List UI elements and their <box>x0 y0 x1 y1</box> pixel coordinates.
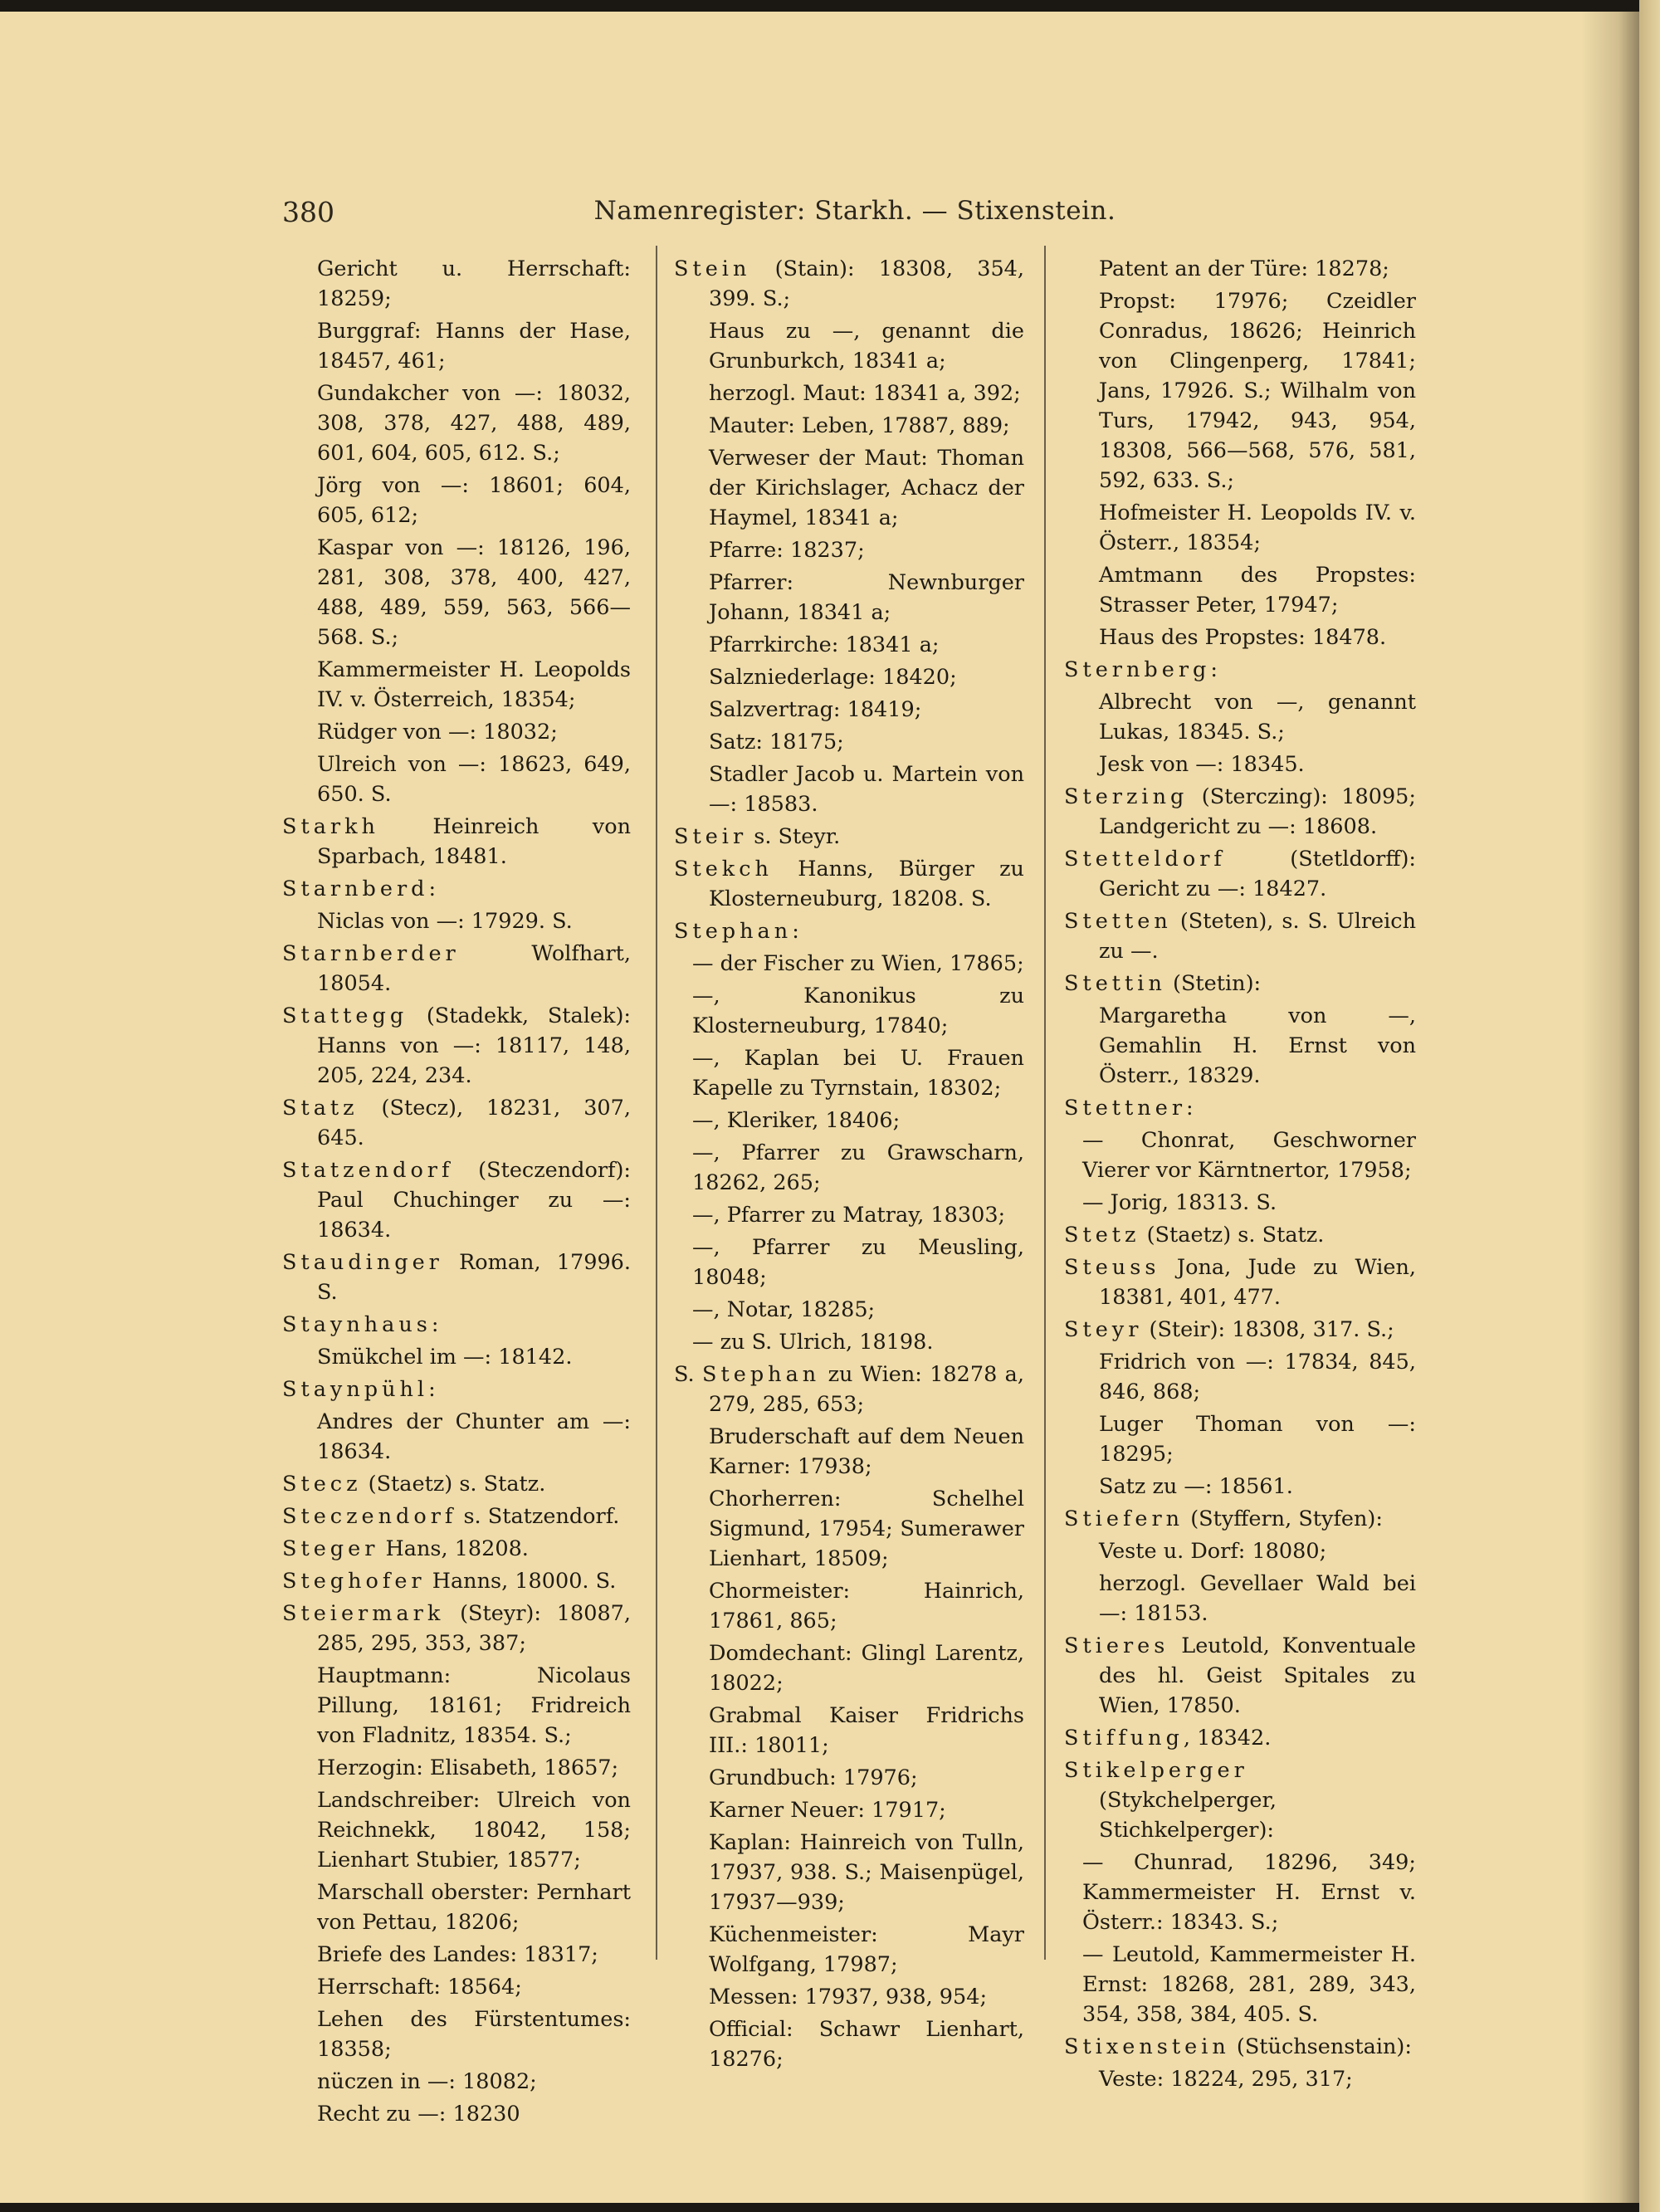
entry-text: (Stadekk, Stalek): Hanns von —: 18117, 148, 205, 224, 234. <box>317 1003 631 1088</box>
index-subentry: Kaspar von —: 18126, 196, 281, 308, 378, 400, 427, 488, 489, 559, 563, 566—568. S.; <box>317 535 631 650</box>
index-subentry: nüczen in —: 18082; <box>317 2069 537 2094</box>
entry-text: (Stykchelperger, Stichkelperger): <box>1099 1788 1277 1843</box>
index-subentry: Veste u. Dorf: 18080; <box>1099 1539 1327 1564</box>
entry-headword: Stiffung <box>1064 1726 1184 1751</box>
index-subentry: Herrschaft: 18564; <box>317 1975 522 2000</box>
index-entry <box>1064 1504 1416 1534</box>
index-column-2 <box>674 254 1024 2077</box>
index-entry <box>674 1360 1024 1419</box>
entry-text: : <box>1210 657 1218 682</box>
entry-headword: Stettner <box>1064 1096 1187 1121</box>
index-subentry: Jesk von —: 18345. <box>1099 752 1305 777</box>
entry-text: Roman, 17996. S. <box>317 1250 631 1305</box>
index-subentry: Gundakcher von —: 18032, 308, 378, 427, 488, 489, 601, 604, 605, 612. S.; <box>317 381 631 466</box>
entry-headword: Sterzing <box>1064 784 1189 809</box>
index-subentry: Rüdger von —: 18032; <box>317 720 558 745</box>
entry-headword: Stattegg <box>282 1003 408 1028</box>
entry-headword: Stetz <box>1064 1223 1140 1248</box>
entry-headword: Steiermark <box>282 1601 445 1626</box>
index-subentry: Hofmeister H. Leopolds IV. v. Österr., 18354; <box>1099 501 1416 555</box>
index-subentry: Gericht u. Herrschaft: 18259; <box>317 256 631 311</box>
index-subentry: herzogl. Gevellaer Wald bei —: 18153. <box>1099 1571 1416 1626</box>
entry-text: zu Wien: 18278 a, 279, 285, 653; <box>709 1362 1024 1417</box>
index-subentry: Mauter: Leben, 17887, 889; <box>709 413 1010 438</box>
entry-headword: Stettin <box>1064 971 1166 996</box>
index-subentry: Burggraf: Hanns der Hase, 18457, 461; <box>317 319 631 374</box>
index-subentry: — der Fischer zu Wien, 17865; <box>692 951 1024 976</box>
entry-headword: Stikelperger <box>1064 1758 1248 1783</box>
entry-text: Hanns, Bürger zu Klosterneuburg, 18208. S. <box>709 857 1024 911</box>
book-page <box>0 12 1643 2203</box>
entry-text: (Staetz) s. Statz. <box>361 1472 546 1497</box>
index-subentry: — zu S. Ulrich, 18198. <box>692 1330 934 1355</box>
index-entry <box>1064 2032 1416 2062</box>
entry-text: : <box>428 876 437 901</box>
entry-text: Hanns, 18000. S. <box>425 1569 617 1594</box>
entry-headword: Starnberd <box>282 876 429 901</box>
entry-text: : <box>428 1377 436 1402</box>
index-entry <box>282 1155 631 1245</box>
index-subentry: Amtmann des Propstes: Strasser Peter, 17947; <box>1099 563 1416 618</box>
index-subentry: Albrecht von —, genannt Lukas, 18345. S.; <box>1099 690 1416 745</box>
entry-text: (Stetldorff): Gericht zu —: 18427. <box>1099 847 1416 901</box>
index-entry <box>1064 1723 1416 1753</box>
entry-text: (Steir): 18308, 317. S.; <box>1142 1317 1394 1342</box>
index-subentry: Pfarrer: Newnburger Johann, 18341 a; <box>709 570 1024 625</box>
index-subentry: Fridrich von —: 17834, 845, 846, 868; <box>1099 1350 1416 1404</box>
index-entry <box>1064 1220 1416 1250</box>
entry-text: s. Steyr. <box>747 824 841 849</box>
index-subentry: Haus zu —, genannt die Grunburkch, 18341 a; <box>709 319 1024 374</box>
index-entry <box>282 1502 631 1531</box>
index-subentry: Stadler Jacob u. Martein von —: 18583. <box>709 762 1024 817</box>
index-entry <box>1064 906 1416 966</box>
next-page-strip <box>1639 0 1660 2212</box>
entry-headword: Stixenstein <box>1064 2034 1230 2059</box>
entry-headword: Sternberg <box>1064 657 1211 682</box>
page-header <box>282 196 1428 237</box>
index-subentry: Bruderschaft auf dem Neuen Karner: 17938; <box>709 1424 1024 1479</box>
index-subentry: Messen: 17937, 938, 954; <box>709 1985 988 2009</box>
index-entry <box>282 1310 631 1340</box>
index-subentry: Hauptmann: Nicolaus Pillung, 18161; Fridreich von Fladnitz, 18354. S.; <box>317 1663 631 1748</box>
index-subentry: Domdechant: Glingl Larentz, 18022; <box>709 1641 1024 1696</box>
entry-headword: Steir <box>674 824 748 849</box>
entry-headword: Stiefern <box>1064 1506 1184 1531</box>
index-subentry: Grabmal Kaiser Fridrichs III.: 18011; <box>709 1703 1024 1758</box>
index-entry <box>1064 1315 1416 1345</box>
entry-headword: Stein <box>674 256 751 281</box>
index-entry <box>1064 782 1416 842</box>
entry-text: (Steczendorf): Paul Chuchinger zu —: 18634. <box>317 1158 631 1243</box>
index-entry <box>1064 844 1416 904</box>
index-subentry: Luger Thoman von —: 18295; <box>1099 1412 1416 1467</box>
index-subentry: Niclas von —: 17929. S. <box>317 909 573 934</box>
index-subentry: Kaplan: Hainreich von Tulln, 17937, 938. S.; Maisenpügel, 17937—939; <box>709 1830 1024 1915</box>
index-entry <box>1064 1755 1416 1845</box>
entry-headword: Staynpühl <box>282 1377 429 1402</box>
index-subentry: Salzniederlage: 18420; <box>709 665 957 690</box>
entry-text: Jona, Jude zu Wien, 18381, 401, 477. <box>1099 1255 1416 1310</box>
entry-text: Heinreich von Sparbach, 18481. <box>317 814 631 869</box>
entry-prefix: S. <box>674 1362 703 1387</box>
entry-headword: Stetten <box>1064 909 1172 934</box>
index-subentry: Pfarre: 18237; <box>709 538 865 563</box>
index-subentry: — Chunrad, 18296, 349; Kammermeister H. Ernst v. Österr.: 18343. S.; <box>1082 1850 1416 1935</box>
index-entry <box>282 874 631 904</box>
index-subentry: Kammermeister H. Leopolds IV. v. Österreich, 18354; <box>317 657 631 712</box>
entry-headword: Starnberder <box>282 941 460 966</box>
entry-text: : <box>792 919 799 944</box>
index-subentry: Jörg von —: 18601; 604, 605, 612; <box>317 473 631 528</box>
entry-text: (Styffern, Styfen): <box>1184 1506 1383 1531</box>
index-entry <box>674 916 1024 946</box>
entry-text: (Stecz), 18231, 307, 645. <box>317 1096 631 1150</box>
entry-headword: Staynhaus <box>282 1312 432 1337</box>
entry-text: (Staetz) s. Statz. <box>1140 1223 1325 1248</box>
entry-headword: Steuss <box>1064 1255 1160 1280</box>
entry-text: (Steten), s. S. Ulreich zu —. <box>1099 909 1416 964</box>
entry-text: : <box>431 1312 439 1337</box>
index-subentry: Herzogin: Elisabeth, 18657; <box>317 1755 619 1780</box>
index-entry <box>1064 969 1416 999</box>
entry-text: (Stetin): <box>1165 971 1262 996</box>
index-subentry: Salzvertrag: 18419; <box>709 697 922 722</box>
index-entry <box>282 812 631 872</box>
index-subentry: Küchenmeister: Mayr Wolfgang, 17987; <box>709 1922 1024 1977</box>
index-subentry: Patent an der Türe: 18278; <box>1099 256 1389 281</box>
index-entry <box>282 1599 631 1658</box>
entry-headword: Stephan <box>702 1362 821 1387</box>
entry-headword: Steyr <box>1064 1317 1143 1342</box>
column-rule-1 <box>656 246 657 1960</box>
index-subentry: —, Notar, 18285; <box>692 1297 876 1322</box>
index-subentry: —, Kleriker, 18406; <box>692 1108 901 1133</box>
index-subentry: herzogl. Maut: 18341 a, 392; <box>709 381 1021 406</box>
index-subentry: Grundbuch: 17976; <box>709 1765 918 1790</box>
index-subentry: —, Kanonikus zu Klosterneuburg, 17840; <box>692 984 1024 1038</box>
index-subentry: — Leutold, Kammermeister H. Ernst: 18268, 281, 289, 343, 354, 358, 384, 405. S. <box>1082 1942 1416 2027</box>
entry-headword: Stecz <box>282 1472 362 1497</box>
entry-text: s. Statzendorf. <box>456 1504 620 1529</box>
index-subentry: —, Pfarrer zu Grawscharn, 18262, 265; <box>692 1140 1024 1195</box>
entry-text: Hans, 18208. <box>378 1536 529 1561</box>
entry-text: (Sterczing): 18095; Landgericht zu —: 18608. <box>1099 784 1416 839</box>
entry-headword: Statz <box>282 1096 359 1121</box>
entry-headword: Steghofer <box>282 1569 426 1594</box>
index-entry <box>282 1001 631 1091</box>
index-subentry: Verweser der Maut: Thoman der Kirichslager, Achacz der Haymel, 18341 a; <box>709 446 1024 530</box>
index-subentry: — Jorig, 18313. S. <box>1082 1190 1277 1215</box>
index-subentry: Official: Schawr Lienhart, 18276; <box>709 2017 1024 2072</box>
entry-headword: Starkh <box>282 814 379 839</box>
entry-headword: Steczendorf <box>282 1504 457 1529</box>
index-subentry: Lehen des Fürstentumes: 18358; <box>317 2007 631 2062</box>
index-entry <box>282 1566 631 1596</box>
entry-headword: Statzendorf <box>282 1158 454 1183</box>
index-subentry: Satz: 18175; <box>709 730 844 754</box>
index-subentry: Pfarrkirche: 18341 a; <box>709 632 940 657</box>
entry-text: Wolfhart, 18054. <box>317 941 631 996</box>
index-entry <box>1064 1093 1416 1123</box>
index-subentry: Karner Neuer: 17917; <box>709 1798 946 1823</box>
entry-headword: Staudinger <box>282 1250 443 1275</box>
index-subentry: —, Pfarrer zu Matray, 18303; <box>692 1203 1006 1228</box>
index-entry <box>674 822 1024 852</box>
index-entry <box>1064 1252 1416 1312</box>
entry-headword: Stieres <box>1064 1633 1169 1658</box>
index-subentry: Chorherren: Schelhel Sigmund, 17954; Sumerawer Lienhart, 18509; <box>709 1487 1024 1571</box>
column-rule-2 <box>1044 246 1046 1960</box>
index-subentry: Veste: 18224, 295, 317; <box>1099 2067 1353 2092</box>
page-edge-shadow <box>1581 12 1643 2203</box>
index-subentry: Propst: 17976; Czeidler Conradus, 18626; Heinrich von Clingenperg, 17841; Jans, 17926. S.; Wilhalm von Turs, 17942, 943, 954, 18308, 566—568, 576, 581, 592, 633. S.; <box>1099 289 1416 493</box>
index-subentry: Landschreiber: Ulreich von Reichnekk, 18042, 158; Lienhart Stubier, 18577; <box>317 1788 631 1873</box>
running-title: Namenregister: Starkh. — Stixenstein. <box>593 196 1116 226</box>
index-entry <box>674 254 1024 314</box>
index-entry <box>282 1469 631 1499</box>
index-column-3 <box>1064 254 1416 2097</box>
entry-headword: Stetteldorf <box>1064 847 1226 872</box>
index-subentry: — Chonrat, Geschworner Vierer vor Kärntnertor, 17958; <box>1082 1128 1416 1183</box>
index-entry <box>1064 1631 1416 1721</box>
index-entry <box>282 1534 631 1564</box>
index-subentry: Recht zu —: 18230 <box>317 2102 520 2127</box>
index-entry <box>282 1375 631 1404</box>
entry-text: (Steyr): 18087, 285, 295, 353, 387; <box>317 1601 631 1656</box>
entry-headword: Steger <box>282 1536 379 1561</box>
index-subentry: Marschall oberster: Pernhart von Pettau, 18206; <box>317 1880 631 1935</box>
entry-text: (Stain): 18308, 354, 399. S.; <box>709 256 1024 311</box>
index-column-1 <box>282 254 631 2131</box>
entry-headword: Stephan <box>674 919 793 944</box>
index-subentry: Haus des Propstes: 18478. <box>1099 625 1387 650</box>
index-subentry: Margaretha von —, Gemahlin H. Ernst von Österr., 18329. <box>1099 1003 1416 1088</box>
entry-text: : <box>1186 1096 1194 1121</box>
index-entry <box>282 1093 631 1153</box>
index-subentry: Briefe des Landes: 18317; <box>317 1942 598 1967</box>
index-subentry: Andres der Chunter am —: 18634. <box>317 1409 631 1464</box>
index-subentry: Chormeister: Hainrich, 17861, 865; <box>709 1579 1024 1633</box>
entry-text: , 18342. <box>1183 1726 1272 1751</box>
index-subentry: Ulreich von —: 18623, 649, 650. S. <box>317 752 631 807</box>
index-subentry: —, Pfarrer zu Meusling, 18048; <box>692 1235 1024 1290</box>
index-entry <box>674 854 1024 914</box>
index-entry <box>1064 655 1416 685</box>
index-subentry: —, Kaplan bei U. Frauen Kapelle zu Tyrnstain, 18302; <box>692 1046 1024 1101</box>
entry-text: (Stüchsenstain): <box>1229 2034 1412 2059</box>
page-number: 380 <box>282 196 334 228</box>
index-entry <box>282 939 631 999</box>
index-entry <box>282 1248 631 1307</box>
entry-text: Leutold, Konventuale des hl. Geist Spitales zu Wien, 17850. <box>1099 1633 1416 1718</box>
index-subentry: Satz zu —: 18561. <box>1099 1474 1293 1499</box>
entry-headword: Stekch <box>674 857 773 881</box>
index-subentry: Smükchel im —: 18142. <box>317 1345 573 1370</box>
